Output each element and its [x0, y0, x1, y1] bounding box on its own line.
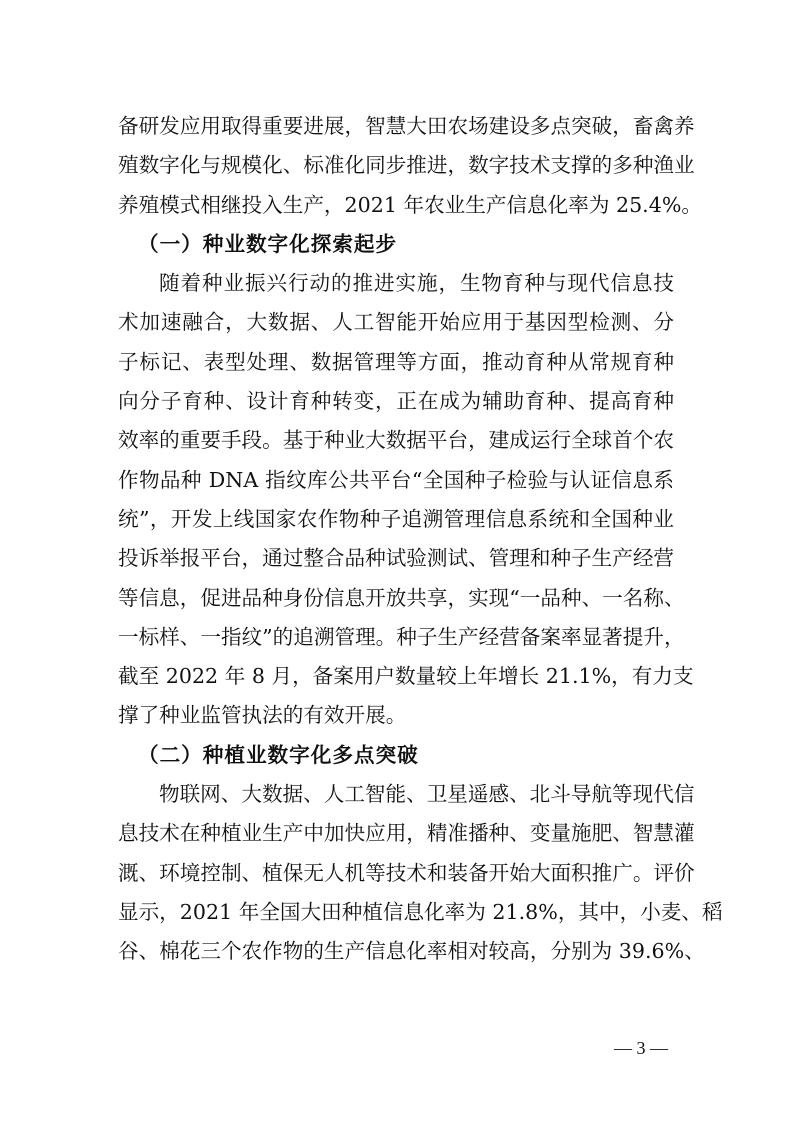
section-heading-planting-industry: （二）种植业数字化多点突破 — [138, 742, 419, 767]
paragraph-line: 统”，开发上线国家农作物种子追溯管理信息系统和全国种业 — [118, 506, 674, 531]
paragraph-line: 息技术在种植业生产中加快应用，精准播种、变量施肥、智慧灌 — [118, 821, 695, 846]
paragraph-line: 显示，2021 年全国大田种植信息化率为 21.8%，其中，小麦、稻 — [118, 899, 723, 924]
section-heading-seed-industry: （一）种业数字化探索起步 — [138, 231, 398, 256]
paragraph-line: 投诉举报平台，通过整合品种试验测试、管理和种子生产经营 — [118, 546, 675, 571]
paragraph-line: 随着种业振兴行动的推进实施，生物育种与现代信息技 — [159, 271, 674, 296]
paragraph-line: 向分子育种、设计育种转变，正在成为辅助育种、提高育种 — [118, 389, 674, 414]
page-number: — 3 — — [614, 1038, 668, 1058]
paragraph-line: 养殖模式相继投入生产，2021 年农业生产信息化率为 25.4%。 — [118, 192, 702, 217]
document-page — [118, 107, 723, 972]
paragraph-line: 一标样、一指纹”的追溯管理。种子生产经营备案率显著提升， — [118, 624, 685, 649]
paragraph-line: 备研发应用取得重要进展，智慧大田农场建设多点突破，畜禽养 — [118, 114, 695, 138]
paragraph-line: 谷、棉花三个农作物的生产信息化率相对较高，分别为 39.6%、 — [118, 939, 705, 964]
paragraph-line: 撑了种业监管执法的有效开展。 — [118, 703, 407, 728]
paragraph-line: 物联网、大数据、人工智能、卫星遥感、北斗导航等现代信 — [159, 782, 695, 807]
paragraph-line: 殖数字化与规模化、标准化同步推进，数字技术支撑的多种渔业 — [118, 153, 695, 178]
paragraph-line: 子标记、表型处理、数据管理等方面，推动育种从常规育种 — [118, 349, 674, 374]
paragraph-line: 效率的重要手段。基于种业大数据平台，建成运行全球首个农 — [118, 428, 675, 453]
paragraph-line: 等信息，促进品种身份信息开放共享，实现“一品种、一名称、 — [118, 585, 685, 610]
paragraph-line: 作物品种 DNA 指纹库公共平台“全国种子检验与认证信息系 — [118, 467, 674, 492]
paragraph-line: 术加速融合，大数据、人工智能开始应用于基因型检测、分 — [118, 310, 674, 335]
paragraph-line: 截至 2022 年 8 月，备案用户数量较上年增长 21.1%，有力支 — [118, 664, 694, 689]
paragraph-line: 溉、环境控制、植保无人机等技术和装备开始大面积推广。评价 — [118, 860, 695, 885]
